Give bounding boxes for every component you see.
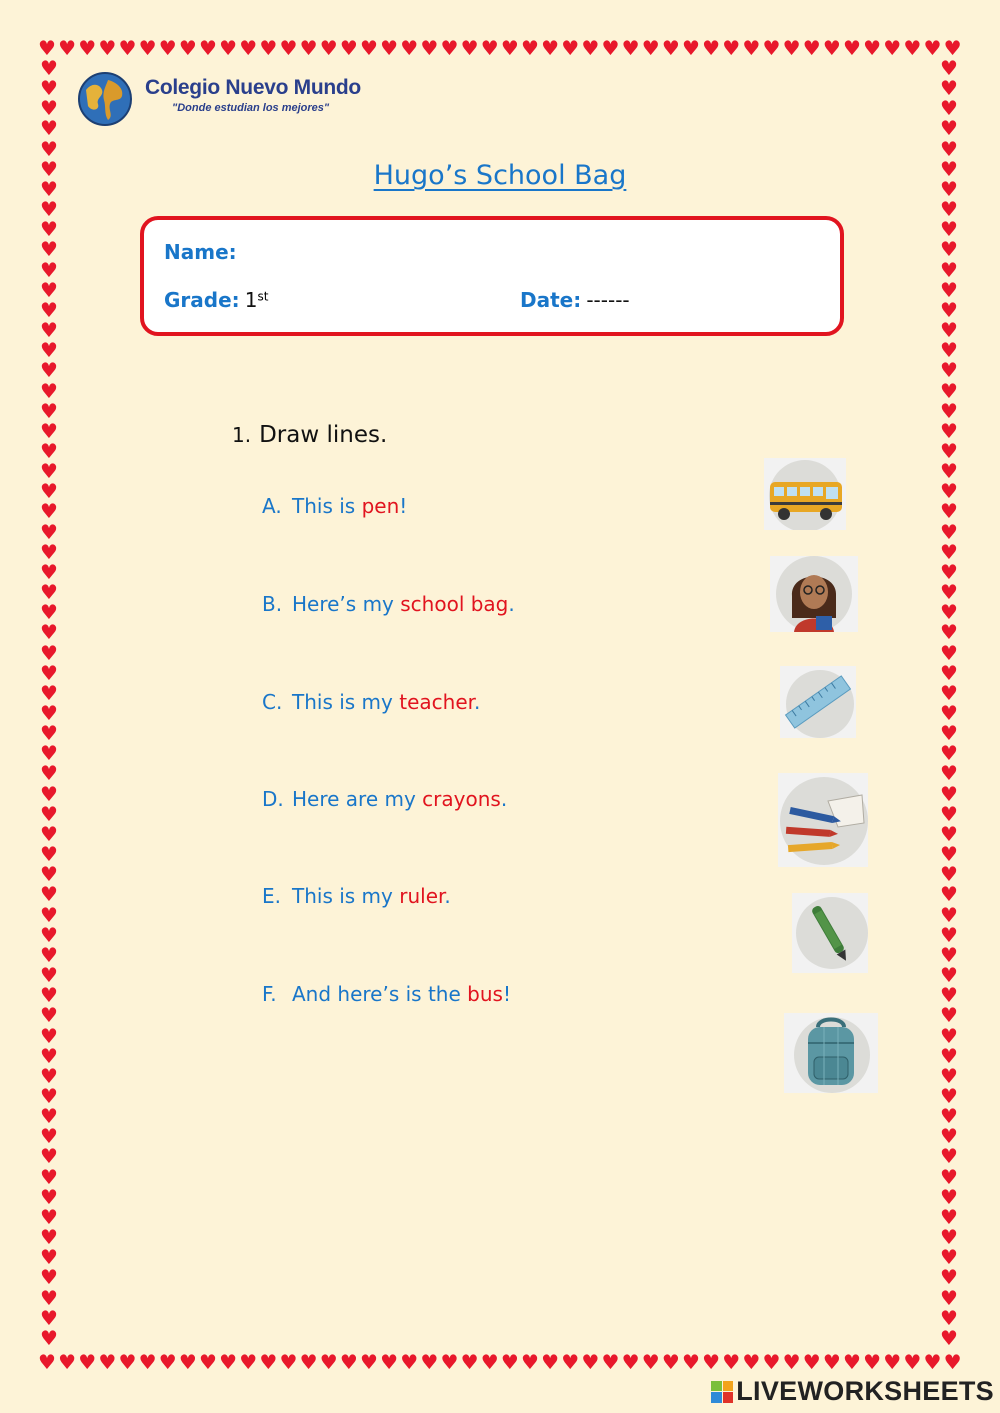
- heart-icon: ♥: [40, 640, 58, 665]
- heart-icon: ♥: [561, 36, 580, 60]
- heart-icon: ♥: [940, 680, 958, 705]
- heart-icon: ♥: [40, 942, 58, 967]
- globe-logo-icon: [78, 72, 132, 126]
- teacher-picture[interactable]: [770, 556, 858, 632]
- heart-icon: ♥: [40, 580, 58, 605]
- heart-icon: ♥: [40, 318, 58, 343]
- heart-icon: ♥: [40, 1164, 58, 1189]
- heart-icon: ♥: [940, 620, 958, 645]
- heart-icon: ♥: [940, 176, 958, 201]
- item-punct: .: [500, 787, 508, 811]
- heart-icon: ♥: [940, 197, 958, 222]
- date-field: [520, 288, 630, 312]
- heart-icon: ♥: [601, 36, 620, 60]
- heart-icon: ♥: [621, 1350, 640, 1374]
- heart-icon: ♥: [400, 36, 419, 60]
- heart-icon: ♥: [259, 36, 278, 60]
- heart-icon: ♥: [40, 56, 58, 80]
- heart-icon: ♥: [601, 1350, 620, 1374]
- heart-icon: ♥: [380, 1350, 399, 1374]
- heart-icon: ♥: [40, 1003, 58, 1028]
- bus-icon: [764, 458, 846, 530]
- heart-icon: ♥: [581, 36, 600, 60]
- name-label: Name:: [164, 240, 237, 264]
- heart-border-bottom: [38, 1352, 962, 1372]
- ruler-picture[interactable]: [780, 666, 856, 738]
- grade-field: [164, 288, 268, 312]
- heart-icon: ♥: [500, 1350, 519, 1374]
- grade-suffix: st: [257, 289, 269, 304]
- exercise-number: 1.: [232, 423, 252, 447]
- heart-icon: ♥: [40, 76, 58, 101]
- heart-icon: ♥: [40, 680, 58, 705]
- heart-icon: ♥: [940, 862, 958, 887]
- heart-icon: ♥: [722, 1350, 741, 1374]
- heart-border-left: [40, 58, 60, 1348]
- heart-icon: ♥: [40, 983, 58, 1008]
- heart-icon: ♥: [460, 36, 479, 60]
- item-keyword: crayons: [422, 787, 501, 811]
- heart-icon: ♥: [40, 1245, 58, 1270]
- heart-icon: ♥: [138, 36, 157, 60]
- heart-icon: ♥: [822, 36, 841, 60]
- sentence-d[interactable]: [262, 787, 507, 811]
- heart-icon: ♥: [903, 36, 922, 60]
- heart-icon: ♥: [802, 1350, 821, 1374]
- heart-icon: ♥: [40, 257, 58, 282]
- heart-icon: ♥: [40, 701, 58, 725]
- heart-icon: ♥: [40, 1043, 58, 1068]
- heart-icon: ♥: [940, 1265, 958, 1290]
- heart-icon: ♥: [40, 237, 58, 262]
- heart-icon: ♥: [178, 36, 197, 60]
- heart-icon: ♥: [940, 882, 958, 907]
- sentence-b[interactable]: [262, 592, 515, 616]
- item-letter: B.: [262, 592, 283, 616]
- heart-icon: ♥: [940, 398, 958, 423]
- heart-icon: ♥: [98, 1350, 117, 1374]
- heart-icon: ♥: [940, 902, 958, 927]
- heart-icon: ♥: [940, 519, 958, 544]
- heart-icon: ♥: [940, 96, 958, 121]
- item-letter: F.: [262, 982, 277, 1006]
- heart-icon: ♥: [940, 660, 958, 685]
- heart-icon: ♥: [40, 1285, 58, 1310]
- heart-icon: ♥: [940, 600, 958, 625]
- sentence-f[interactable]: [262, 982, 511, 1006]
- heart-icon: ♥: [40, 217, 58, 242]
- heart-icon: ♥: [40, 438, 58, 463]
- heart-icon: ♥: [903, 1350, 922, 1374]
- heart-icon: ♥: [940, 438, 958, 463]
- sentence-c[interactable]: [262, 690, 480, 714]
- heart-icon: ♥: [581, 1350, 600, 1374]
- heart-icon: ♥: [702, 1350, 721, 1374]
- heart-icon: ♥: [400, 1350, 419, 1374]
- heart-icon: ♥: [782, 1350, 801, 1374]
- heart-icon: ♥: [940, 1225, 958, 1250]
- heart-icon: ♥: [40, 1083, 58, 1108]
- heart-icon: ♥: [40, 922, 58, 947]
- heart-icon: ♥: [940, 963, 958, 988]
- heart-icon: ♥: [380, 36, 399, 60]
- date-label: Date:: [520, 288, 582, 312]
- heart-icon: ♥: [940, 297, 958, 322]
- heart-icon: ♥: [78, 1350, 97, 1374]
- heart-icon: ♥: [460, 1350, 479, 1374]
- heart-icon: ♥: [940, 1184, 958, 1209]
- heart-icon: ♥: [40, 559, 58, 584]
- heart-icon: ♥: [940, 378, 958, 403]
- heart-icon: ♥: [940, 217, 958, 242]
- heart-icon: ♥: [40, 801, 58, 826]
- heart-icon: ♥: [940, 942, 958, 967]
- school-name: Colegio Nuevo Mundo: [145, 76, 361, 99]
- heart-icon: ♥: [40, 1063, 58, 1088]
- grade-label: Grade:: [164, 288, 240, 312]
- heart-icon: ♥: [940, 1204, 958, 1229]
- heart-icon: ♥: [118, 36, 137, 60]
- heart-icon: ♥: [199, 36, 217, 60]
- heart-icon: ♥: [762, 1350, 781, 1374]
- item-punct: !: [502, 982, 511, 1006]
- heart-icon: ♥: [940, 721, 958, 746]
- heart-icon: ♥: [40, 136, 58, 161]
- heart-icon: ♥: [40, 1104, 58, 1129]
- heart-icon: ♥: [420, 36, 439, 60]
- heart-icon: ♥: [40, 1184, 58, 1209]
- heart-icon: ♥: [118, 1350, 137, 1374]
- heart-icon: ♥: [702, 36, 721, 60]
- heart-icon: ♥: [943, 1350, 962, 1374]
- heart-icon: ♥: [299, 1350, 318, 1374]
- date-value: ------: [586, 288, 630, 312]
- heart-icon: ♥: [158, 36, 177, 60]
- heart-icon: ♥: [883, 36, 902, 60]
- heart-icon: ♥: [40, 297, 58, 322]
- item-text: Here are my: [292, 787, 423, 811]
- crayons-picture[interactable]: [778, 773, 868, 867]
- heart-icon: ♥: [158, 1350, 177, 1374]
- heart-icon: ♥: [843, 36, 861, 60]
- heart-icon: ♥: [40, 1023, 58, 1048]
- heart-icon: ♥: [279, 36, 298, 60]
- item-text: This is: [292, 494, 362, 518]
- heart-icon: ♥: [360, 1350, 378, 1374]
- heart-icon: ♥: [40, 499, 58, 524]
- item-keyword: school bag: [400, 592, 509, 616]
- heart-icon: ♥: [762, 36, 781, 60]
- heart-icon: ♥: [40, 176, 58, 201]
- heart-icon: ♥: [38, 1350, 56, 1374]
- heart-icon: ♥: [940, 1023, 958, 1048]
- pen-picture[interactable]: [792, 893, 868, 973]
- item-punct: .: [474, 690, 481, 714]
- heart-icon: ♥: [199, 1350, 217, 1374]
- heart-icon: ♥: [940, 1144, 958, 1169]
- item-letter: C.: [262, 690, 283, 714]
- heart-icon: ♥: [40, 821, 58, 846]
- heart-icon: ♥: [863, 36, 882, 60]
- school-motto: "Donde estudian los mejores": [172, 102, 330, 114]
- heart-icon: ♥: [40, 1305, 58, 1330]
- ruler-icon: [780, 666, 856, 738]
- heart-icon: ♥: [940, 1305, 958, 1330]
- worksheet-title: Hugo’s School Bag: [373, 160, 627, 191]
- heart-icon: ♥: [863, 1350, 882, 1374]
- heart-icon: ♥: [940, 761, 958, 786]
- heart-icon: ♥: [682, 1350, 700, 1374]
- heart-icon: ♥: [940, 499, 958, 524]
- heart-icon: ♥: [40, 1204, 58, 1229]
- heart-icon: ♥: [40, 842, 58, 867]
- heart-icon: ♥: [940, 1245, 958, 1270]
- heart-icon: ♥: [940, 1124, 958, 1149]
- heart-icon: ♥: [40, 721, 58, 746]
- heart-icon: ♥: [940, 1325, 958, 1350]
- heart-border-top: [38, 38, 962, 58]
- heart-icon: ♥: [521, 1350, 539, 1374]
- heart-icon: ♥: [940, 640, 958, 665]
- heart-icon: ♥: [40, 761, 58, 786]
- heart-icon: ♥: [923, 1350, 942, 1374]
- item-keyword: teacher: [399, 690, 475, 714]
- item-text: This is my: [292, 690, 400, 714]
- school-bag-picture[interactable]: [784, 1013, 878, 1093]
- item-letter: D.: [262, 787, 284, 811]
- heart-icon: ♥: [940, 237, 958, 262]
- heart-icon: ♥: [940, 56, 958, 80]
- heart-icon: ♥: [682, 36, 700, 60]
- heart-icon: ♥: [40, 902, 58, 927]
- heart-icon: ♥: [940, 1164, 958, 1189]
- heart-icon: ♥: [38, 36, 56, 60]
- instruction-text: Draw lines.: [259, 422, 388, 448]
- heart-icon: ♥: [940, 1083, 958, 1108]
- heart-icon: ♥: [440, 36, 459, 60]
- heart-icon: ♥: [178, 1350, 197, 1374]
- school-bag-icon: [784, 1013, 878, 1093]
- heart-icon: ♥: [40, 1124, 58, 1149]
- heart-icon: ♥: [940, 116, 958, 141]
- heart-icon: ♥: [40, 1144, 58, 1169]
- heart-icon: ♥: [40, 459, 58, 484]
- heart-icon: ♥: [78, 36, 97, 60]
- exercise-instruction: [232, 422, 387, 448]
- heart-icon: ♥: [40, 620, 58, 645]
- heart-icon: ♥: [339, 1350, 358, 1374]
- heart-icon: ♥: [259, 1350, 278, 1374]
- heart-icon: ♥: [500, 36, 519, 60]
- pen-icon: [792, 893, 868, 973]
- heart-icon: ♥: [40, 539, 58, 564]
- grade-value: 1: [244, 288, 258, 312]
- student-info-box: [140, 216, 844, 336]
- heart-icon: ♥: [661, 36, 680, 60]
- heart-icon: ♥: [420, 1350, 439, 1374]
- heart-icon: ♥: [742, 36, 761, 60]
- heart-icon: ♥: [940, 580, 958, 605]
- heart-icon: ♥: [40, 1265, 58, 1290]
- heart-icon: ♥: [940, 741, 958, 766]
- heart-icon: ♥: [940, 156, 958, 181]
- heart-icon: ♥: [40, 338, 58, 363]
- heart-icon: ♥: [940, 701, 958, 725]
- heart-icon: ♥: [940, 338, 958, 363]
- heart-icon: ♥: [40, 600, 58, 625]
- heart-icon: ♥: [40, 882, 58, 907]
- heart-icon: ♥: [940, 277, 958, 302]
- heart-icon: ♥: [219, 1350, 238, 1374]
- heart-icon: ♥: [641, 1350, 660, 1374]
- teacher-icon: [770, 556, 858, 632]
- item-punct: .: [508, 592, 515, 616]
- heart-border-right: [940, 58, 960, 1348]
- heart-icon: ♥: [940, 1104, 958, 1129]
- heart-icon: ♥: [239, 36, 258, 60]
- heart-icon: ♥: [621, 36, 640, 60]
- heart-icon: ♥: [40, 862, 58, 887]
- heart-icon: ♥: [541, 36, 560, 60]
- heart-icon: ♥: [98, 36, 117, 60]
- heart-icon: ♥: [940, 76, 958, 101]
- heart-icon: ♥: [843, 1350, 861, 1374]
- sentence-e[interactable]: [262, 884, 451, 908]
- bus-picture[interactable]: [764, 458, 846, 530]
- crayons-icon: [778, 773, 868, 867]
- heart-icon: ♥: [940, 1063, 958, 1088]
- item-letter: A.: [262, 494, 282, 518]
- heart-icon: ♥: [219, 36, 238, 60]
- heart-icon: ♥: [940, 922, 958, 947]
- heart-icon: ♥: [923, 36, 942, 60]
- heart-icon: ♥: [940, 539, 958, 564]
- sentence-a[interactable]: [262, 494, 407, 518]
- heart-icon: ♥: [722, 36, 741, 60]
- heart-icon: ♥: [239, 1350, 258, 1374]
- heart-icon: ♥: [40, 660, 58, 685]
- heart-icon: ♥: [943, 36, 962, 60]
- heart-icon: ♥: [40, 519, 58, 544]
- heart-icon: ♥: [319, 36, 338, 60]
- heart-icon: ♥: [299, 36, 318, 60]
- heart-icon: ♥: [40, 277, 58, 302]
- heart-icon: ♥: [940, 842, 958, 867]
- heart-icon: ♥: [742, 1350, 761, 1374]
- heart-icon: ♥: [40, 963, 58, 988]
- heart-icon: ♥: [940, 781, 958, 806]
- item-text: And here’s is the: [292, 982, 468, 1006]
- heart-icon: ♥: [40, 418, 58, 443]
- heart-icon: ♥: [940, 418, 958, 443]
- heart-icon: ♥: [940, 1003, 958, 1028]
- heart-icon: ♥: [883, 1350, 902, 1374]
- heart-icon: ♥: [339, 36, 358, 60]
- heart-icon: ♥: [58, 36, 77, 60]
- heart-icon: ♥: [661, 1350, 680, 1374]
- heart-icon: ♥: [40, 781, 58, 806]
- item-keyword: ruler: [399, 884, 445, 908]
- item-text: Here’s my: [292, 592, 401, 616]
- heart-icon: ♥: [40, 1325, 58, 1350]
- heart-icon: ♥: [940, 1285, 958, 1310]
- heart-icon: ♥: [319, 1350, 338, 1374]
- item-keyword: bus: [467, 982, 503, 1006]
- heart-icon: ♥: [138, 1350, 157, 1374]
- heart-icon: ♥: [940, 318, 958, 343]
- heart-icon: ♥: [940, 479, 958, 504]
- heart-icon: ♥: [521, 36, 539, 60]
- heart-icon: ♥: [940, 136, 958, 161]
- heart-icon: ♥: [940, 1043, 958, 1068]
- liveworksheets-brand: LIVEWORKSHEETS: [736, 1376, 994, 1406]
- heart-icon: ♥: [822, 1350, 841, 1374]
- heart-icon: ♥: [940, 459, 958, 484]
- heart-icon: ♥: [40, 479, 58, 504]
- item-letter: E.: [262, 884, 281, 908]
- name-field[interactable]: [164, 240, 237, 264]
- heart-icon: ♥: [40, 378, 58, 403]
- item-punct: .: [444, 884, 451, 908]
- heart-icon: ♥: [480, 36, 499, 60]
- heart-icon: ♥: [40, 398, 58, 423]
- heart-icon: ♥: [360, 36, 378, 60]
- heart-icon: ♥: [561, 1350, 580, 1374]
- heart-icon: ♥: [782, 36, 801, 60]
- heart-icon: ♥: [440, 1350, 459, 1374]
- item-punct: !: [399, 494, 408, 518]
- heart-icon: ♥: [940, 821, 958, 846]
- heart-icon: ♥: [940, 983, 958, 1008]
- heart-icon: ♥: [940, 559, 958, 584]
- heart-icon: ♥: [40, 358, 58, 383]
- heart-icon: ♥: [40, 156, 58, 181]
- liveworksheets-logo-icon: [711, 1381, 733, 1403]
- heart-icon: ♥: [940, 257, 958, 282]
- liveworksheets-footer[interactable]: [711, 1376, 994, 1407]
- heart-icon: ♥: [40, 96, 58, 121]
- heart-icon: ♥: [940, 358, 958, 383]
- item-keyword: pen: [361, 494, 400, 518]
- heart-icon: ♥: [40, 116, 58, 141]
- heart-icon: ♥: [480, 1350, 499, 1374]
- heart-icon: ♥: [802, 36, 821, 60]
- item-text: This is my: [292, 884, 400, 908]
- heart-icon: ♥: [541, 1350, 560, 1374]
- heart-icon: ♥: [40, 741, 58, 766]
- heart-icon: ♥: [40, 1225, 58, 1250]
- heart-icon: ♥: [58, 1350, 77, 1374]
- heart-icon: ♥: [40, 197, 58, 222]
- heart-icon: ♥: [279, 1350, 298, 1374]
- heart-icon: ♥: [940, 801, 958, 826]
- heart-icon: ♥: [641, 36, 660, 60]
